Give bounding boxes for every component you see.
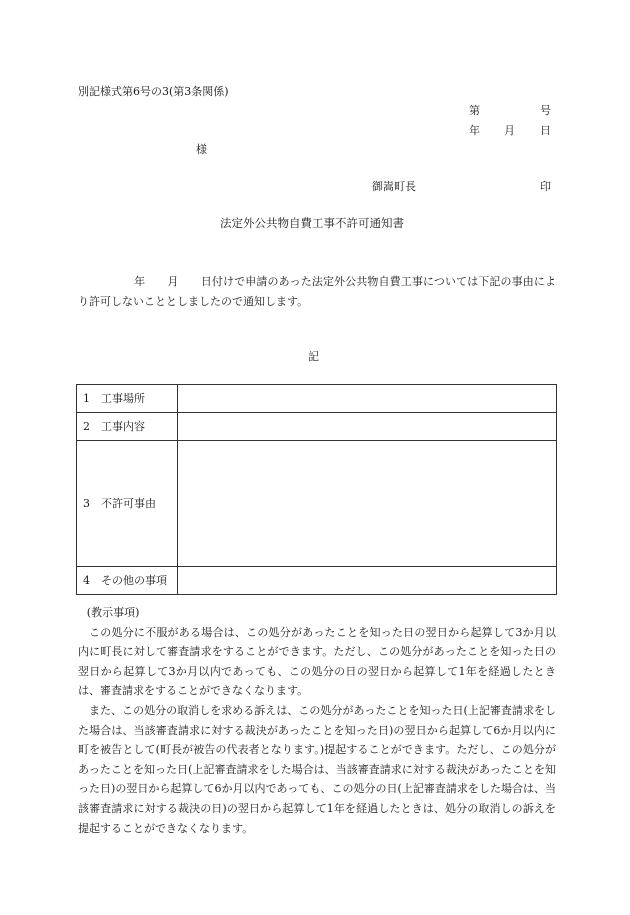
appeal-paragraph-review: この処分に不服がある場合は、この処分があったことを知った日の翌日から起算して3か月以内に町長に対して審査請求をすることができます。ただし、この処分があったことを知った日の翌日から起算して3か月以内であっても、この処分の日の翌日から起算して1年を経過したときは、審査請求をすることができなくなります。 (78, 625, 556, 698)
row-value-construction-details (178, 413, 557, 441)
ki-label: 記 (308, 350, 319, 363)
table-row (77, 567, 557, 595)
details-table (76, 384, 557, 595)
table-row (77, 385, 557, 413)
form-number-title: 別記様式第6号の3(第3条関係) (78, 85, 229, 98)
row-label-other: 4 その他の事項 (77, 567, 178, 595)
row-label-construction-site: 1 工事場所 (77, 385, 178, 413)
notice-body-text: 年 月 日付けで申請のあった法定外公共物自費工事については下記の事由により許可しないこととしましたので通知します。 (78, 275, 556, 308)
addressee-honorific: 様 (196, 143, 207, 156)
appeal-notice-heading: (教示事項) (86, 606, 140, 619)
date-year-label: 年 (469, 124, 480, 137)
table-row (77, 413, 557, 441)
appeal-paragraph-lawsuit: また、この処分の取消しを求める訴えは、この処分があったことを知った日(上記審査請求をした場合は、当該審査請求に対する裁決があったことを知った日)の翌日から起算して6か月以内に町を被告として(町長が被告の代表者となります。)提起することができます。ただし、この処分があったことを知った日(上記審査請求をした場合は、当該審査請求に対する裁決があったことを知った日)の翌日から起算して6か月以内であっても、この処分の日(上記審査請求をした場合は、当該審査請求に対する裁決の日)の翌日から起算して1年を経過したときは、処分の取消しの訴えを提起することができなくなります。 (78, 703, 556, 835)
row-value-construction-site (178, 385, 557, 413)
date-month-label: 月 (504, 124, 515, 137)
notice-body (78, 272, 556, 312)
date-day-label: 日 (540, 124, 551, 137)
issuer-name: 御嵩町長 (372, 180, 416, 193)
table-row (77, 441, 557, 567)
seal-mark: 印 (540, 180, 551, 193)
document-number-label: 第 (469, 104, 480, 117)
document-number-unit: 号 (540, 104, 551, 117)
row-label-reason: 3 不許可事由 (77, 441, 178, 567)
appeal-notice (78, 603, 556, 838)
row-value-reason (178, 441, 557, 567)
row-value-other (178, 567, 557, 595)
document-title: 法定外公共物自費工事不許可通知書 (220, 216, 404, 230)
row-label-construction-details: 2 工事内容 (77, 413, 178, 441)
